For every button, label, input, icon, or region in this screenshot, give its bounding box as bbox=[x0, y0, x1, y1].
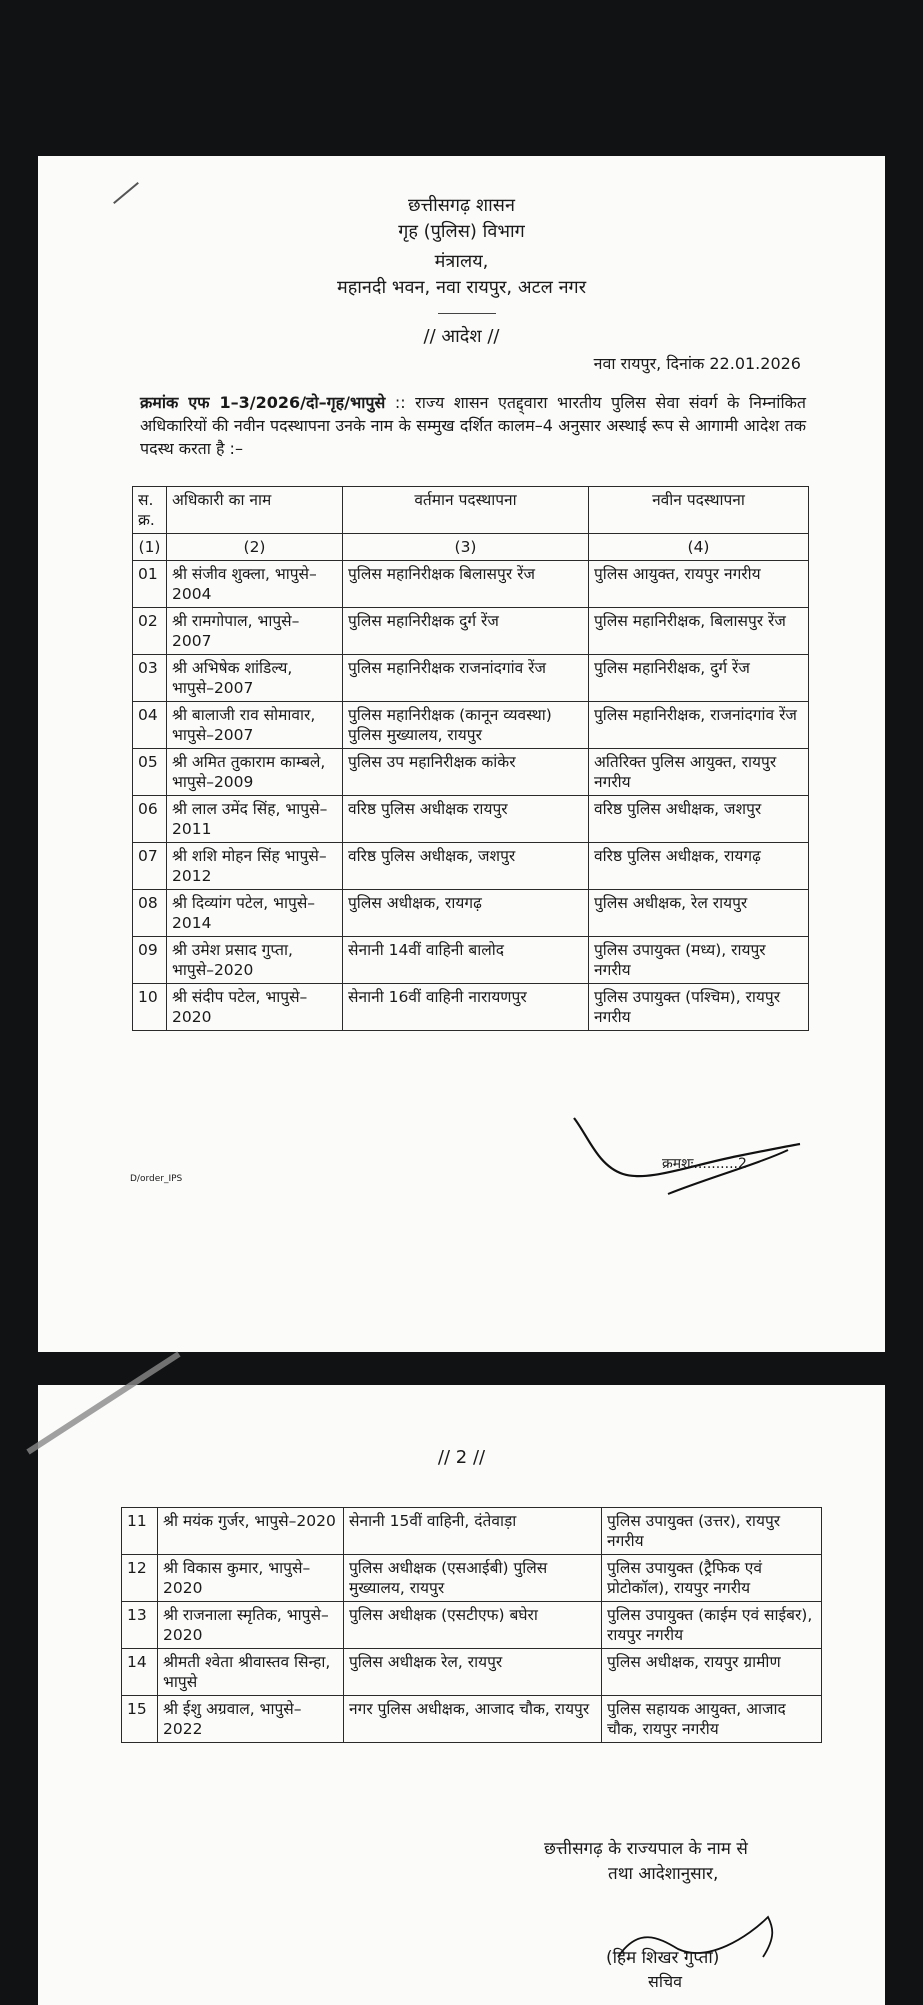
row-new-posting: पुलिस उपायुक्त (उत्तर), रायपुर नगरीय bbox=[602, 1508, 822, 1555]
row-officer-name: श्री दिव्यांग पटेल, भापुसे–2014 bbox=[167, 890, 343, 937]
row-current-posting: पुलिस अधीक्षक, रायगढ़ bbox=[343, 890, 589, 937]
row-sno: 05 bbox=[133, 749, 167, 796]
table-row bbox=[133, 796, 809, 843]
table-row bbox=[122, 1555, 822, 1602]
table-row bbox=[133, 655, 809, 702]
row-sno: 12 bbox=[122, 1555, 158, 1602]
table-row bbox=[122, 1649, 822, 1696]
signatory-name: (हिम शिखर गुप्ता) bbox=[606, 1948, 720, 1968]
row-sno: 01 bbox=[133, 561, 167, 608]
row-officer-name: श्री रामगोपाल, भापुसे–2007 bbox=[167, 608, 343, 655]
row-current-posting: सेनानी 16वीं वाहिनी नारायणपुर bbox=[343, 984, 589, 1031]
row-current-posting: पुलिस महानिरीक्षक (कानून व्यवस्था) पुलिस मुख्यालय, रायपुर bbox=[343, 702, 589, 749]
col-number-1: (1) bbox=[133, 534, 167, 561]
row-officer-name: श्रीमती श्वेता श्रीवास्तव सिन्हा, भापुसे bbox=[158, 1649, 344, 1696]
row-current-posting: पुलिस अधीक्षक रेल, रायपुर bbox=[344, 1649, 602, 1696]
order-page-1 bbox=[38, 156, 885, 1352]
row-officer-name: श्री शशि मोहन सिंह भापुसे– 2012 bbox=[167, 843, 343, 890]
row-sno: 14 bbox=[122, 1649, 158, 1696]
row-current-posting: पुलिस उप महानिरीक्षक कांकेर bbox=[343, 749, 589, 796]
row-officer-name: श्री लाल उमेंद सिंह, भापुसे–2011 bbox=[167, 796, 343, 843]
row-current-posting: पुलिस महानिरीक्षक राजनांदगांव रेंज bbox=[343, 655, 589, 702]
row-current-posting: नगर पुलिस अधीक्षक, आजाद चौक, रायपुर bbox=[344, 1696, 602, 1743]
order-paragraph bbox=[140, 391, 806, 460]
header-line-2: गृह (पुलिस) विभाग bbox=[398, 221, 525, 242]
row-new-posting: पुलिस उपायुक्त (काईम एवं साईबर), रायपुर नगरीय bbox=[602, 1602, 822, 1649]
row-officer-name: श्री संदीप पटेल, भापुसे–2020 bbox=[167, 984, 343, 1031]
row-new-posting: अतिरिक्त पुलिस आयुक्त, रायपुर नगरीय bbox=[589, 749, 809, 796]
posting-table-1 bbox=[132, 486, 809, 1031]
date-line: नवा रायपुर, दिनांक 22.01.2026 bbox=[593, 354, 801, 373]
row-officer-name: श्री अभिषेक शांडिल्य, भापुसे–2007 bbox=[167, 655, 343, 702]
row-current-posting: पुलिस अधीक्षक (एसटीएफ) बघेरा bbox=[344, 1602, 602, 1649]
row-new-posting: पुलिस उपायुक्त (ट्रैफिक एवं प्रोटोकॉल), रायपुर नगरीय bbox=[602, 1555, 822, 1602]
row-sno: 11 bbox=[122, 1508, 158, 1555]
file-reference: D/order_IPS bbox=[130, 1174, 183, 1184]
row-officer-name: श्री संजीव शुक्ला, भापुसे–2004 bbox=[167, 561, 343, 608]
col-header-name: अधिकारी का नाम bbox=[167, 487, 343, 534]
row-sno: 04 bbox=[133, 702, 167, 749]
table-row bbox=[122, 1696, 822, 1743]
row-sno: 09 bbox=[133, 937, 167, 984]
row-sno: 07 bbox=[133, 843, 167, 890]
row-new-posting: पुलिस महानिरीक्षक, बिलासपुर रेंज bbox=[589, 608, 809, 655]
row-current-posting: पुलिस अधीक्षक (एसआईबी) पुलिस मुख्यालय, रायपुर bbox=[344, 1555, 602, 1602]
row-new-posting: पुलिस सहायक आयुक्त, आजाद चौक, रायपुर नगरीय bbox=[602, 1696, 822, 1743]
header-rule bbox=[438, 313, 496, 314]
col-number-4: (4) bbox=[589, 534, 809, 561]
header-line-4: महानदी भवन, नवा रायपुर, अटल नगर bbox=[336, 277, 587, 298]
row-sno: 13 bbox=[122, 1602, 158, 1649]
row-new-posting: वरिष्ठ पुलिस अधीक्षक, जशपुर bbox=[589, 796, 809, 843]
row-sno: 15 bbox=[122, 1696, 158, 1743]
reference-number: क्रमांक एफ 1–3/2026/दो–गृह/भापुसे bbox=[140, 393, 386, 412]
row-new-posting: वरिष्ठ पुलिस अधीक्षक, रायगढ़ bbox=[589, 843, 809, 890]
header-line-3: मंत्रालय, bbox=[434, 251, 489, 272]
row-officer-name: श्री विकास कुमार, भापुसे–2020 bbox=[158, 1555, 344, 1602]
row-sno: 02 bbox=[133, 608, 167, 655]
closing-line-2: तथा आदेशानुसार, bbox=[608, 1864, 719, 1884]
continuation-marker: क्रमशः..........2 bbox=[662, 1156, 747, 1172]
row-new-posting: पुलिस उपायुक्त (मध्य), रायपुर नगरीय bbox=[589, 937, 809, 984]
row-officer-name: श्री मयंक गुर्जर, भापुसे–2020 bbox=[158, 1508, 344, 1555]
row-officer-name: श्री ईशु अग्रवाल, भापुसे–2022 bbox=[158, 1696, 344, 1743]
row-current-posting: वरिष्ठ पुलिस अधीक्षक, जशपुर bbox=[343, 843, 589, 890]
table-row bbox=[133, 608, 809, 655]
table-row bbox=[122, 1602, 822, 1649]
posting-table-2 bbox=[121, 1507, 822, 1743]
row-officer-name: श्री राजनाला स्मृतिक, भापुसे–2020 bbox=[158, 1602, 344, 1649]
row-current-posting: सेनानी 15वीं वाहिनी, दंतेवाड़ा bbox=[344, 1508, 602, 1555]
table-row bbox=[133, 984, 809, 1031]
order-title: // आदेश // bbox=[423, 326, 500, 347]
row-officer-name: श्री अमित तुकाराम काम्बले, भापुसे–2009 bbox=[167, 749, 343, 796]
row-officer-name: श्री उमेश प्रसाद गुप्ता, भापुसे–2020 bbox=[167, 937, 343, 984]
row-current-posting: पुलिस महानिरीक्षक दुर्ग रेंज bbox=[343, 608, 589, 655]
table-row bbox=[133, 937, 809, 984]
row-new-posting: पुलिस अधीक्षक, रेल रायपुर bbox=[589, 890, 809, 937]
row-sno: 10 bbox=[133, 984, 167, 1031]
table-row bbox=[122, 1508, 822, 1555]
row-new-posting: पुलिस आयुक्त, रायपुर नगरीय bbox=[589, 561, 809, 608]
row-officer-name: श्री बालाजी राव सोमावार, भापुसे–2007 bbox=[167, 702, 343, 749]
closing-text bbox=[544, 1837, 748, 1887]
row-new-posting: पुलिस महानिरीक्षक, राजनांदगांव रेंज bbox=[589, 702, 809, 749]
col-number-3: (3) bbox=[343, 534, 589, 561]
order-page-2 bbox=[38, 1385, 885, 2005]
scan-streak bbox=[26, 1351, 180, 1454]
row-new-posting: पुलिस महानिरीक्षक, दुर्ग रेंज bbox=[589, 655, 809, 702]
row-sno: 06 bbox=[133, 796, 167, 843]
page-number: // 2 // bbox=[437, 1447, 486, 1468]
row-current-posting: सेनानी 14वीं वाहिनी बालोद bbox=[343, 937, 589, 984]
header-line-1: छत्तीसगढ़ शासन bbox=[408, 195, 515, 216]
col-header-new: नवीन पदस्थापना bbox=[589, 487, 809, 534]
row-current-posting: वरिष्ठ पुलिस अधीक्षक रायपुर bbox=[343, 796, 589, 843]
col-header-current: वर्तमान पदस्थापना bbox=[343, 487, 589, 534]
table-row bbox=[133, 749, 809, 796]
row-current-posting: पुलिस महानिरीक्षक बिलासपुर रेंज bbox=[343, 561, 589, 608]
closing-line-1: छत्तीसगढ़ के राज्यपाल के नाम से bbox=[544, 1839, 748, 1859]
row-sno: 03 bbox=[133, 655, 167, 702]
table-row bbox=[133, 561, 809, 608]
table-row bbox=[133, 702, 809, 749]
signatory-designation: सचिव bbox=[648, 1972, 683, 1991]
row-new-posting: पुलिस उपायुक्त (पश्चिम), रायपुर नगरीय bbox=[589, 984, 809, 1031]
table-row bbox=[133, 890, 809, 937]
table-row bbox=[133, 843, 809, 890]
order-body-text: :: राज्य शासन एतद्द्वारा भारतीय पुलिस सेवा संवर्ग के निम्नांकित अधिकारियों की नवीन पदस्थापना उनके नाम के सम्मुख दर्शित कालम–4 अनुसार अस्थाई रूप से आगामी आदेश तक पदस्थ करता है :– bbox=[140, 393, 806, 458]
col-number-2: (2) bbox=[167, 534, 343, 561]
row-sno: 08 bbox=[133, 890, 167, 937]
col-header-sno: स. क्र. bbox=[133, 487, 167, 534]
row-new-posting: पुलिस अधीक्षक, रायपुर ग्रामीण bbox=[602, 1649, 822, 1696]
